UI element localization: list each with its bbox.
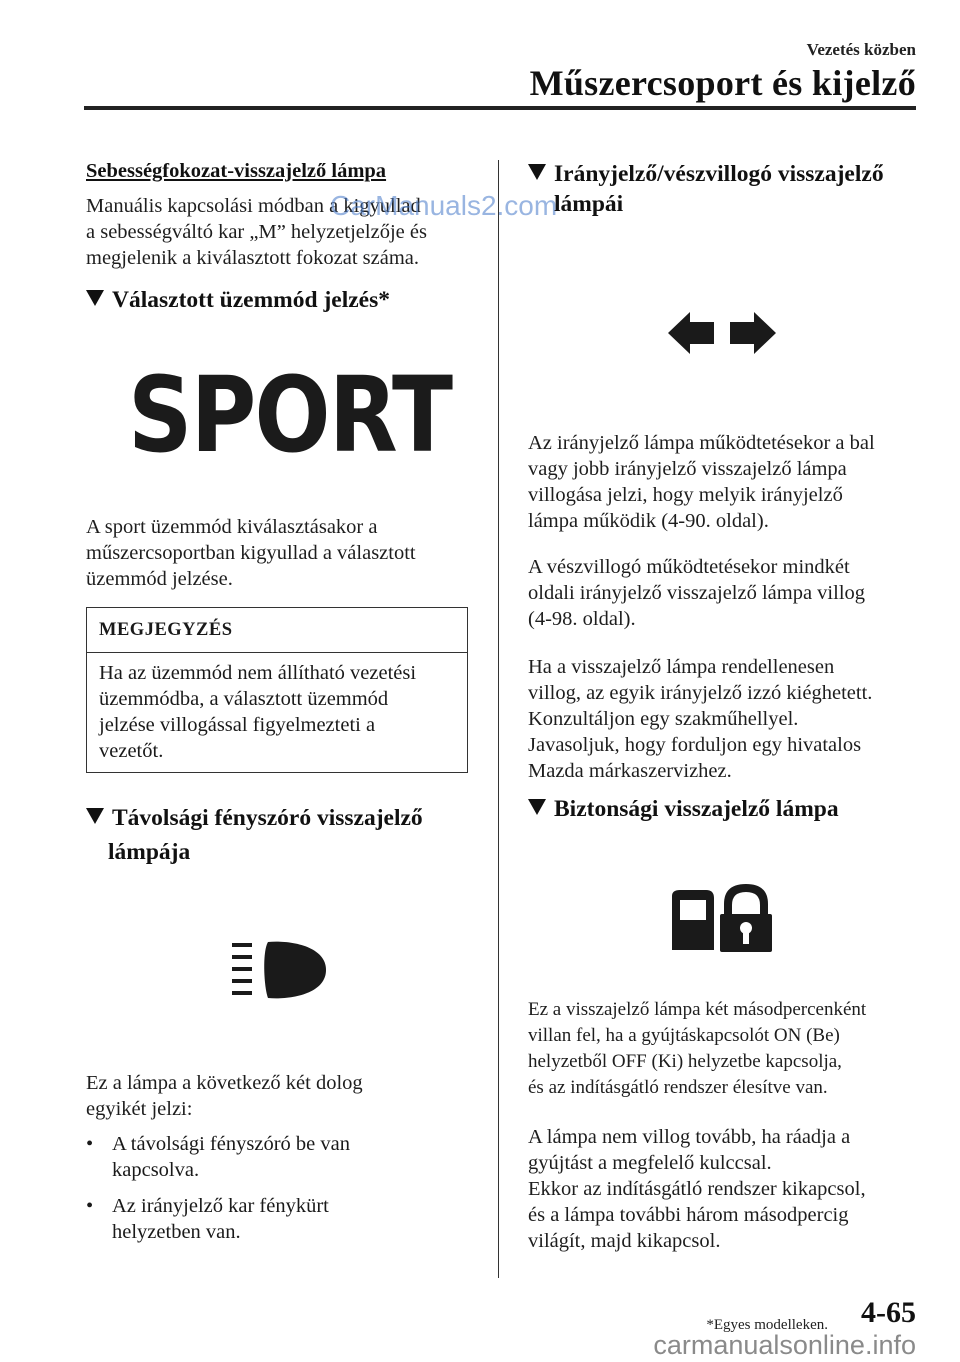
header-rule [84,106,916,110]
security-lock-car-icon [666,878,776,954]
security-heading: Biztonsági visszajelző lámpa [528,795,839,823]
triangle-bullet-icon [528,799,546,815]
high-beam-icon [228,938,328,1002]
sport-mode-indicator: SPORT [128,354,452,476]
bullet-icon: • [86,1195,94,1217]
high-beam-text: Ez a lámpa a következő két dolog egyikét jelzi: [86,1072,363,1120]
turn-signal-text-3: Ha a visszajelző lámpa rendellenesen villog, az egyik irányjelző izzó kiéghetett. Konzultáljon egy szakműhellyel. Javasoljuk, hogy forduljon egy hivatalos Mazda márkaszervizhez. [528,656,873,782]
footnote: *Egyes modelleken. [706,1317,828,1333]
note-heading: MEGJEGYZÉS [87,608,467,653]
page-title: Műszercsoport és kijelző [529,63,916,103]
turn-signal-heading: Irányjelző/vészvillogó visszajelző lámpái [528,160,884,218]
bullet-icon: • [86,1133,94,1155]
site-watermark: carmanualsonline.info [653,1330,916,1360]
column-divider [498,160,499,1278]
page-number: 4-65 [861,1296,916,1329]
turn-signal-text-2: A vészvillogó működtetésekor mindkét oldali irányjelző visszajelző lámpa villog (4-98. oldal). [528,556,866,630]
triangle-bullet-icon [86,808,104,824]
high-beam-heading: Távolsági fényszóró visszajelző lámpája [86,804,423,866]
note-box [86,607,468,773]
gear-indicator-text: Manuális kapcsolási módban a kigyullad a sebességváltó kar „M” helyzetjelzője és megjelenik a kiválasztott fokozat száma. [86,195,427,269]
turn-signal-text-1: Az irányjelző lámpa működtetésekor a bal vagy jobb irányjelző visszajelző lámpa villogása jelzi, hogy melyik irányjelző lámpa működik (4-90. oldal). [528,432,875,532]
gear-indicator-title: Sebességfokozat-visszajelző lámpa [86,160,387,182]
security-text-2: A lámpa nem villog tovább, ha ráadja a gyújtást a megfelelő kulccsal. Ekkor az indításgátló rendszer kikapcsol, és a lámpa további három másodpercig világít, majd kikapcsol. [528,1126,866,1252]
note-body: Ha az üzemmód nem állítható vezetési üzemmódba, a választott üzemmód jelzése villogással figyelmezteti a vezetőt. [99,662,417,762]
security-text-1: Ez a visszajelző lámpa két másodpercenként villan fel, ha a gyújtáskapcsolót ON (Be) helyzetből OFF (Ki) helyzetbe kapcsolja, és az indításgátló rendszer élesítve van. [528,999,867,1098]
watermark: CarManuals2.com [330,190,558,221]
triangle-bullet-icon [86,290,104,306]
turn-signal-arrows-icon [666,310,778,356]
triangle-bullet-icon [528,164,546,180]
mode-heading: Választott üzemmód jelzés* [86,286,390,314]
sport-text: A sport üzemmód kiválasztásakor a műszercsoportban kigyullad a választott üzemmód jelzése. [86,516,416,590]
section-title: Vezetés közben [806,40,916,59]
